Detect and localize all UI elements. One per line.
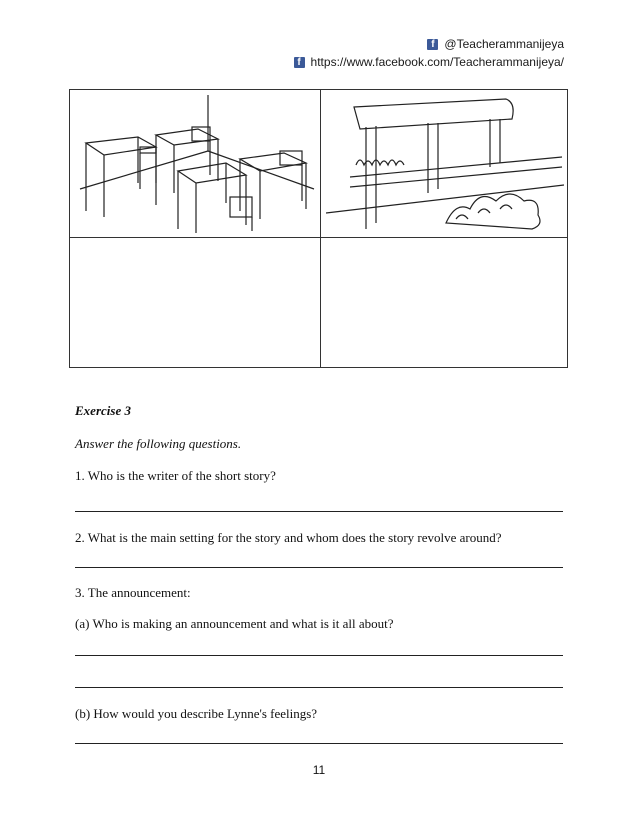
header-url[interactable]: https://www.facebook.com/Teacherammanijeya/ [310, 55, 564, 69]
grid-divider-horizontal [70, 237, 567, 238]
question-3a: (a) Who is making an announcement and what is it all about? [75, 616, 394, 631]
question-3: 3. The announcement: [75, 585, 191, 600]
question-3b: (b) How would you describe Lynne's feelings? [75, 706, 318, 721]
classroom-desks-illustration [74, 93, 318, 235]
answer-line-3a-1[interactable] [75, 655, 563, 656]
page-number: 11 [312, 763, 326, 777]
answer-line-1[interactable] [75, 511, 563, 512]
drawing-box-left [71, 239, 319, 367]
question-2: 2. What is the main setting for the story and whom does the story revolve around? [75, 530, 502, 545]
question-1: 1. Who is the writer of the short story? [75, 468, 276, 483]
header-handle: @Teacherammanijeya [444, 37, 564, 51]
exercise-instruction: Answer the following questions. [75, 436, 242, 451]
drawing-box-right [322, 239, 567, 367]
picture-grid [69, 89, 568, 368]
facebook-icon: f [427, 39, 438, 50]
answer-line-3b[interactable] [75, 743, 563, 744]
exercise-title: Exercise 3 [75, 403, 131, 418]
answer-line-3a-2[interactable] [75, 687, 563, 688]
header-handle-row [427, 37, 564, 51]
answer-line-2[interactable] [75, 567, 563, 568]
facebook-icon: f [294, 57, 305, 68]
shelter-illustration [326, 93, 564, 235]
header-url-row [294, 55, 564, 69]
grid-divider-vertical [320, 90, 321, 367]
